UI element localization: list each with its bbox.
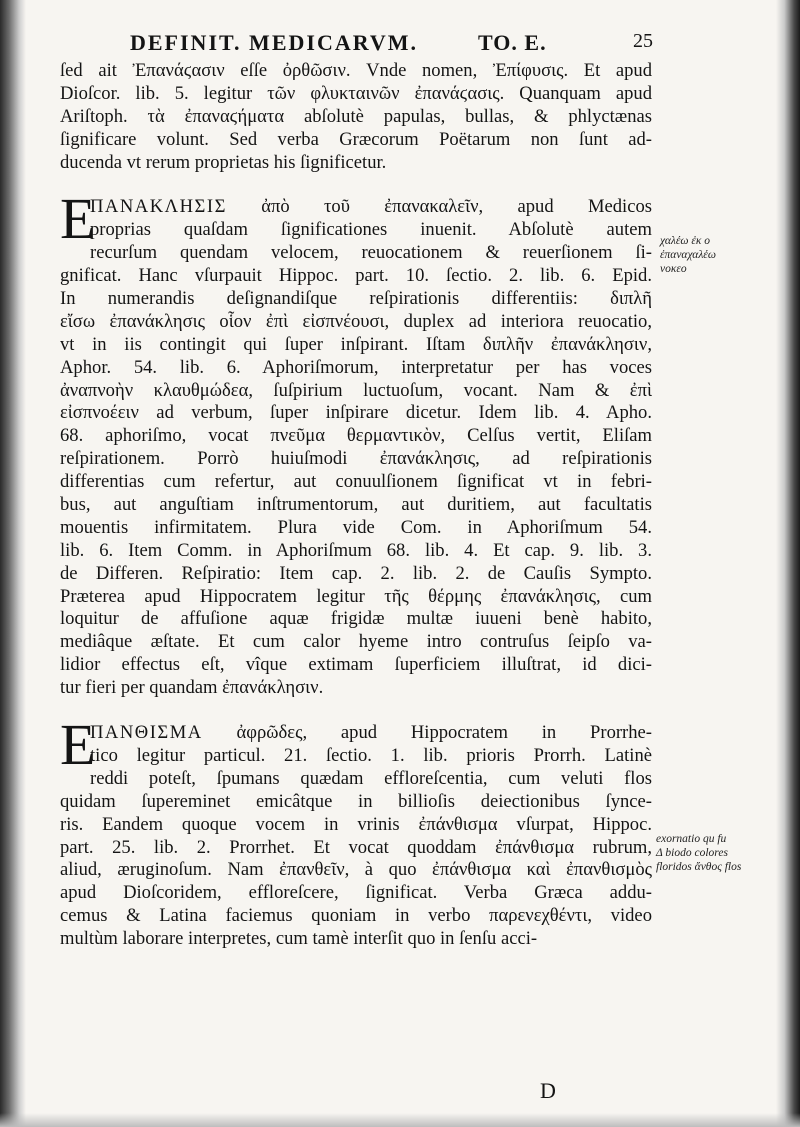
text-line: tur fieri per quandam ἐπανάκλησιν. [60,677,324,699]
text-line: In numerandis deſignandiſque reſpirationis differentiis: διπλῆ [60,288,652,310]
margin-note [660,234,716,276]
text-line: aliud, æruginoſum. Nam ἐπανθεῖν, à quo ἐπάνθισμα καὶ ἐπανθισμὸς [60,859,652,881]
margin-note-line: νοκεο [660,263,687,275]
drop-cap: E [60,712,96,778]
text-line: Ariſtoph. τὰ ἐπαναϛήματα abſolutè papulas, bullas, & phlyctænas [60,105,652,127]
running-title: DEFINIT. MEDICARVM. [130,30,418,55]
bottom-shadow [0,1113,800,1127]
gutter-shadow [0,0,26,1127]
drop-cap: E [60,186,96,252]
text-line: ris. Eandem quoque vocem in vrinis ἐπάνθισμα vſurpat, Hippoc. [60,813,652,835]
headword: ΠΑΝΑΚΛΗΣΙΣ [90,196,227,218]
text-line: multùm laborare interpretes, cum tamè interſit quo in ſenſu acci- [60,928,538,950]
entry-epanthisma [60,712,652,951]
text-line: proprias quaſdam ſignificationes inuenit. Abſolutè autem [90,219,652,241]
margin-note-line: floridos ἄνθος flos [656,861,742,873]
page-edge [776,0,800,1127]
text-line: de Differen. Reſpiratio: Item cap. 2. lib. 2. de Cauſis Sympto. [60,562,652,584]
text-line: differentias cum refertur, aut conuulſionem ſignificat vt in febri- [60,471,652,493]
text-line: mouentis infirmitatem. Plura vide Com. in Aphoriſmum 54. [60,516,652,538]
text-line: quidam ſupereminet emicâtque in billioſis deiectionibus ſynce- [60,790,652,812]
text-line: Dioſcor. lib. 5. legitur τῶν φλυκταινῶν ἐπανάϛασις. Quanquam apud [60,82,652,104]
text-line: apud Dioſcoridem, effloreſcere, ſignificat. Verba Græca addu- [60,882,652,904]
text-line: ducenda vt rerum proprietas his ſignificetur. [60,151,387,173]
text-line: cemus & Latina faciemus quoniam in verbo παρενεχθέντι, video [60,905,652,927]
text-line: Aphor. 54. lib. 6. Aphoriſmorum, interpretatur per has voces [60,356,652,378]
entry-first-line [90,722,652,745]
text-line: reddi poteſt, ſpumans quædam effloreſcentia, cum veluti flos [90,767,652,789]
text-line: ἀναπνοὴν κλαυθμώδεα, ſuſpirium luctuoſum, vocant. Nam & ἐπὶ [60,379,652,401]
page-header [60,30,660,60]
signature-mark: D [540,1078,556,1103]
text-line: loquitur de affuſione aquæ frigidæ multæ iuueni benè habito, [60,608,652,630]
text-line: εἰσπνοέειν ad verbum, ſuper inſpirare dicetur. Idem lib. 4. Apho. [60,402,652,424]
text-line: lib. 6. Item Comm. in Aphoriſmum 68. lib. 4. Et cap. 9. lib. 3. [60,539,652,561]
margin-note-line: ἐπαναχαλέω [660,249,716,261]
text-line: tico legitur particul. 21. ſectio. 1. lib. prioris Prorrh. Latinè [90,744,652,766]
entry-epanaklesis [60,186,652,700]
section-ref: TO. E. [478,30,547,55]
text-line: mediâque æſtate. Et cum calor hyeme intro contruſus ſeipſo va- [60,631,652,653]
paragraph-gap [60,174,652,196]
text-line: Præterea apud Hippocratem legitur τῆς θέρμης ἐπανάκλησις, cum [60,585,652,607]
text-line: part. 25. lib. 2. Prorrhet. Et vocat quoddam ἐπάνθισμα rubrum, [60,836,652,858]
text-line: lidior effectus eſt, vîque extimam ſuperficiem illuſtrat, id dici- [60,654,652,676]
text-line: εἴσω ἐπανάκλησις οἷον ἐπὶ εἰσπνέουσι, duplex ad interiora reuocatio, [60,310,652,332]
page-number: 25 [633,30,653,52]
text-line: ſed ait Ἐπανάϛασιν eſſe ὀρθῶσιν. Vnde nomen, Ἐπίφυσις. Et apud [60,60,652,81]
margin-note [656,832,741,874]
text-line: reſpirationem. Porrò huiuſmodi ἐπανάκλησις, ad reſpirationis [60,448,652,470]
first-line-rest: ἀφρῶδες, apud Hippocratem in Prorrhe- [236,722,652,744]
first-line-rest: ἀπὸ τοῦ ἐπανακαλεῖν, apud Medicos [261,196,652,218]
entry-first-line [90,196,652,219]
text-line: bus, aut anguſtiam inſtrumentorum, aut duritiem, aut facultatis [60,494,652,516]
margin-note-line: Δ biodo colores [656,847,728,859]
paragraph-gap [60,700,652,722]
body-text [60,60,652,951]
margin-note-line: exornatio qu fu [656,833,727,845]
text-line: gnificat. Hanc vſurpauit Hippoc. part. 10. ſectio. 2. lib. 6. Epid. [60,265,652,287]
text-line: vt in iis contingit qui ſuper inſpirant. Iſtam διπλῆν ἐπανάκλησιν, [60,333,652,355]
text-line: 68. aphoriſmo, vocat πνεῦμα θερμαντικὸν, Celſus vertit, Eliſam [60,425,652,447]
headword: ΠΑΝΘΙΣΜΑ [90,722,203,744]
text-line: recurſum quendam velocem, reuocationem & reuerſionem ſi- [90,242,652,264]
text-line: ſignificare volunt. Sed verba Græcorum Poëtarum non ſunt ad- [60,128,652,150]
margin-note-line: χαλέω ἐκ ο [660,235,711,247]
